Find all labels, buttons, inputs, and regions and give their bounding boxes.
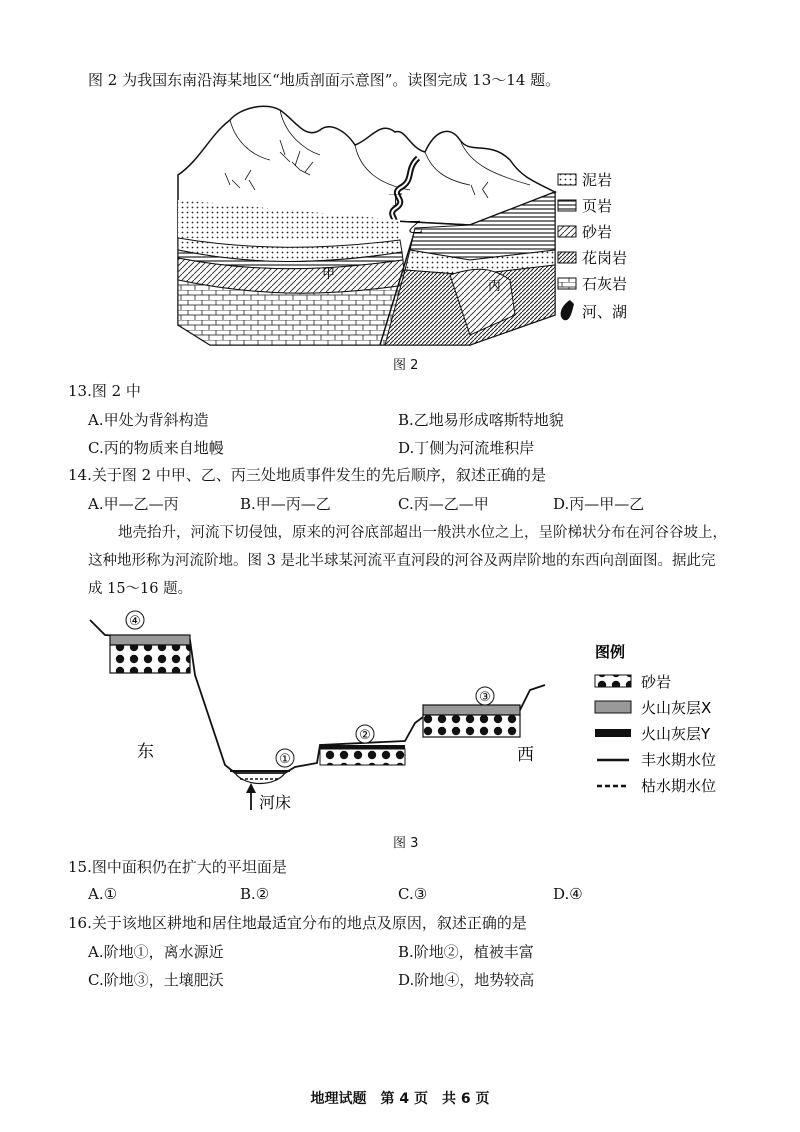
legend-sandstone-3: 砂岩 <box>641 673 672 691</box>
page-footer: 地理试题 第 4 页 共 6 页 <box>310 1091 490 1107</box>
legend-sandstone: 砂岩 <box>582 223 613 241</box>
figure-3-river-terraces <box>85 605 745 820</box>
legend-river-lake: 河、湖 <box>582 303 628 321</box>
terrace-2-label <box>356 725 374 743</box>
legend-ash-y: 火山灰层Y <box>641 725 711 743</box>
q14-option-d[interactable]: D.丙—甲—乙 <box>553 495 645 513</box>
svg-text:②: ② <box>359 728 371 743</box>
legend-dry-season: 枯水期水位 <box>641 777 717 795</box>
intro-text: 图 2 为我国东南沿海某地区“地质剖面示意图”。读图完成 13～14 题。 <box>88 71 561 89</box>
q14-option-b[interactable]: B.甲—丙—乙 <box>240 495 331 513</box>
q15-option-c[interactable]: C.③ <box>398 885 428 903</box>
q16-stem: 16.关于该地区耕地和居住地最适宜分布的地点及原因，叙述正确的是 <box>68 914 527 932</box>
label-jia: 甲 <box>322 267 336 282</box>
q16-option-a[interactable]: A.阶地①，离水源近 <box>88 943 224 961</box>
legend-shale: 页岩 <box>582 197 613 215</box>
terrace-4-label <box>126 611 144 629</box>
q15-stem: 15.图中面积仍在扩大的平坦面是 <box>68 858 287 876</box>
passage-text <box>88 519 728 603</box>
direction-west: 西 <box>517 745 534 765</box>
figure-2-geologic-section <box>170 100 670 350</box>
legend-ash-x: 火山灰层X <box>641 699 712 717</box>
q16-option-d[interactable]: D.阶地④，地势较高 <box>398 971 535 989</box>
riverbed-label: 河床 <box>259 793 292 812</box>
q14-option-c[interactable]: C.丙—乙—甲 <box>398 495 489 513</box>
direction-east: 东 <box>137 742 154 762</box>
label-bing: 丙 <box>488 279 502 294</box>
svg-text:①: ① <box>279 752 291 767</box>
legend-granite: 花岗岩 <box>582 249 628 267</box>
legend-mudstone: 泥岩 <box>582 171 613 189</box>
q13-stem: 13.图 2 中 <box>68 382 141 400</box>
terrace-3-label <box>476 687 494 705</box>
passage-body: 地壳抬升，河流下切侵蚀，原来的河谷底部超出一般洪水位之上，呈阶梯状分布在河谷谷坡上，这种地形称为河流阶地。图 3 是北半球某河流平直河段的河谷及两岸阶地的东西向剖面图。据此完成 15～16 题。 <box>88 525 727 597</box>
q15-option-a[interactable]: A.① <box>88 885 118 903</box>
legend-wet-season: 丰水期水位 <box>641 751 717 769</box>
q15-option-b[interactable]: B.② <box>240 885 270 903</box>
q16-option-c[interactable]: C.阶地③，土壤肥沃 <box>88 971 224 989</box>
svg-text:④: ④ <box>129 614 141 629</box>
river-lake-icon <box>561 300 574 320</box>
q14-stem: 14.关于图 2 中甲、乙、丙三处地质事件发生的先后顺序，叙述正确的是 <box>68 466 546 484</box>
label-ding: 丁 <box>388 191 404 209</box>
legend-title: 图例 <box>595 643 626 661</box>
fig2-legend <box>558 171 627 321</box>
svg-text:③: ③ <box>479 690 491 705</box>
terrace-1-label <box>276 749 294 767</box>
q14-option-a[interactable]: A.甲—乙—丙 <box>88 495 179 513</box>
figure-3-caption: 图 3 <box>393 836 419 851</box>
q13-option-b[interactable]: B.乙地易形成喀斯特地貌 <box>398 411 564 429</box>
label-yi: 乙 <box>408 218 424 236</box>
q13-option-d[interactable]: D.丁侧为河流堆积岸 <box>398 439 535 457</box>
q16-option-b[interactable]: B.阶地②，植被丰富 <box>398 943 534 961</box>
q13-option-c[interactable]: C.丙的物质来自地幔 <box>88 439 224 457</box>
figure-2-caption: 图 2 <box>393 358 419 373</box>
q13-option-a[interactable]: A.甲处为背斜构造 <box>88 411 209 429</box>
q15-option-d[interactable]: D.④ <box>553 885 583 903</box>
fig3-legend <box>595 643 716 795</box>
legend-limestone: 石灰岩 <box>582 275 628 293</box>
